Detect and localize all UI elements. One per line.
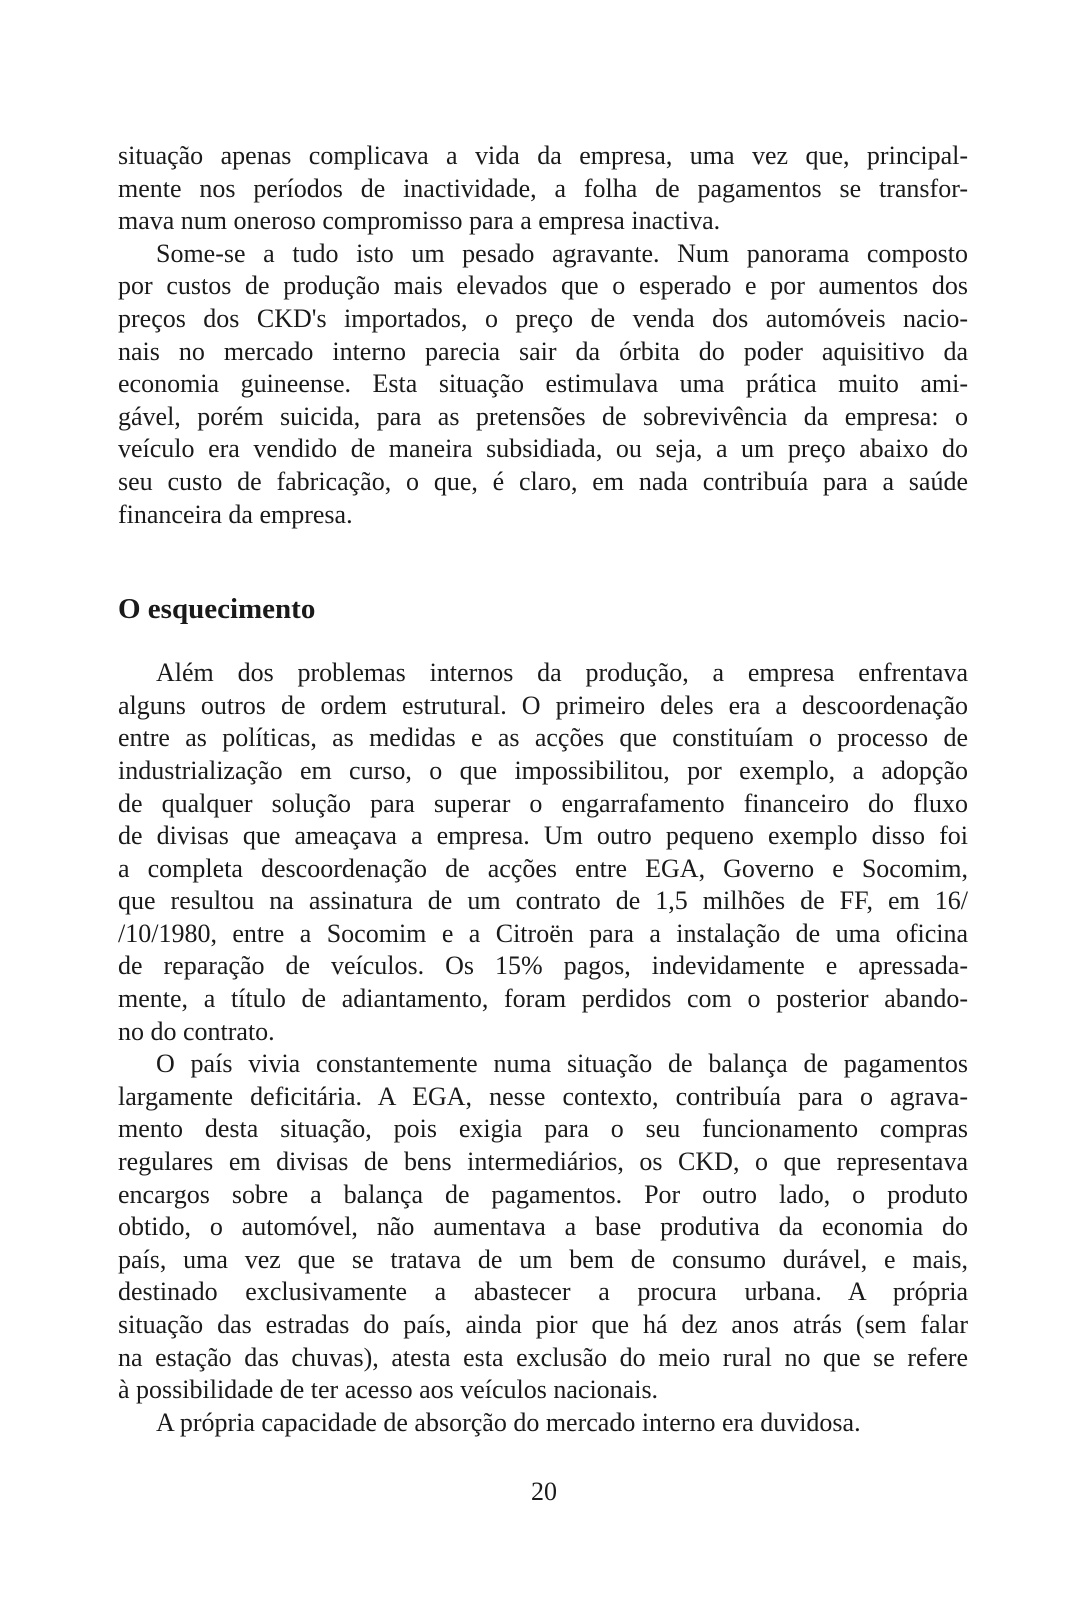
text-line: financeira da empresa.: [118, 499, 353, 529]
text-line: de reparação de veículos. Os 15% pagos, indevidamente e apressada-: [118, 951, 968, 981]
text-line: alguns outros de ordem estrutural. O primeiro deles era a descoordenação: [118, 690, 968, 720]
text-line: seu custo de fabricação, o que, é claro, em nada contribuía para a saúde: [118, 466, 968, 496]
text-line: veículo era vendido de maneira subsidiada, ou seja, a um preço abaixo do: [118, 434, 968, 464]
text-line: que resultou na assinatura de um contrato de 1,5 milhões de FF, em 16/: [118, 886, 968, 916]
text-line: mente, a título de adiantamento, foram perdidos com o posterior abando-: [118, 984, 968, 1014]
text-line: Além dos problemas internos da produção, a empresa enfrentava: [156, 658, 968, 688]
paragraph-balanca: [118, 1048, 968, 1407]
text-line: situação apenas complicava a vida da empresa, uma vez que, principal-: [118, 141, 968, 170]
text-line: entre as políticas, as medidas e as acções que constituíam o processo de: [118, 723, 968, 753]
paragraph-agravante: [118, 238, 968, 531]
text-line: O país vivia constantemente numa situação de balança de pagamentos: [156, 1049, 968, 1079]
text-line: preços dos CKD's importados, o preço de venda dos automóveis nacio-: [118, 303, 968, 333]
section-body: [118, 657, 968, 1439]
text-line: de divisas que ameaçava a empresa. Um outro pequeno exemplo disso foi: [118, 821, 968, 851]
text-line: mente nos períodos de inactividade, a folha de pagamentos se transfor-: [118, 173, 968, 203]
text-line: por custos de produção mais elevados que o esperado e por aumentos dos: [118, 271, 968, 301]
text-line: encargos sobre a balança de pagamentos. Por outro lado, o produto: [118, 1179, 968, 1209]
text-line: industrialização em curso, o que impossibilitou, por exemplo, a adopção: [118, 755, 968, 785]
text-line: de qualquer solução para superar o engarrafamento financeiro do fluxo: [118, 788, 968, 818]
text-line: mento desta situação, pois exigia para o seu funcionamento compras: [118, 1114, 968, 1144]
text-line: à possibilidade de ter acesso aos veículos nacionais.: [118, 1375, 659, 1405]
paragraph-continuation: [118, 140, 968, 238]
text-line: a completa descoordenação de acções entre EGA, Governo e Socomim,: [118, 853, 968, 883]
text-line: país, uma vez que se tratava de um bem de consumo durável, e mais,: [118, 1244, 968, 1274]
paragraph-problemas: [118, 657, 968, 1048]
text-line: gável, porém suicida, para as pretensões de sobrevivência da empresa: o: [118, 401, 968, 431]
text-line: regulares em divisas de bens intermediários, os CKD, o que representava: [118, 1147, 968, 1177]
paragraph-mercado: [118, 1407, 968, 1440]
text-line: na estação das chuvas), atesta esta exclusão do meio rural no que se refere: [118, 1342, 968, 1372]
text-line: mava num oneroso compromisso para a empresa inactiva.: [118, 206, 721, 236]
text-line: no do contrato.: [118, 1016, 275, 1046]
text-line: nais no mercado interno parecia sair da órbita do poder aquisitivo da: [118, 336, 968, 366]
section-heading: O esquecimento: [118, 593, 316, 626]
text-line: situação das estradas do país, ainda pior que há dez anos atrás (sem falar: [118, 1310, 968, 1339]
text-line: Some-se a tudo isto um pesado agravante. Num panorama composto: [156, 238, 968, 268]
text-line: largamente deficitária. A EGA, nesse contexto, contribuía para o agrava-: [118, 1081, 968, 1111]
text-line: obtido, o automóvel, não aumentava a base produtiva da economia do: [118, 1212, 968, 1242]
page-number: 20: [531, 1477, 557, 1506]
text-line: economia guineense. Esta situação estimulava uma prática muito ami-: [118, 369, 968, 399]
page-body: [118, 140, 968, 1439]
text-line: A própria capacidade de absorção do mercado interno era duvidosa.: [156, 1407, 861, 1437]
text-line: destinado exclusivamente a abastecer a procura urbana. A própria: [118, 1277, 968, 1307]
text-line: /10/1980, entre a Socomim e a Citroën para a instalação de uma oficina: [118, 918, 968, 948]
